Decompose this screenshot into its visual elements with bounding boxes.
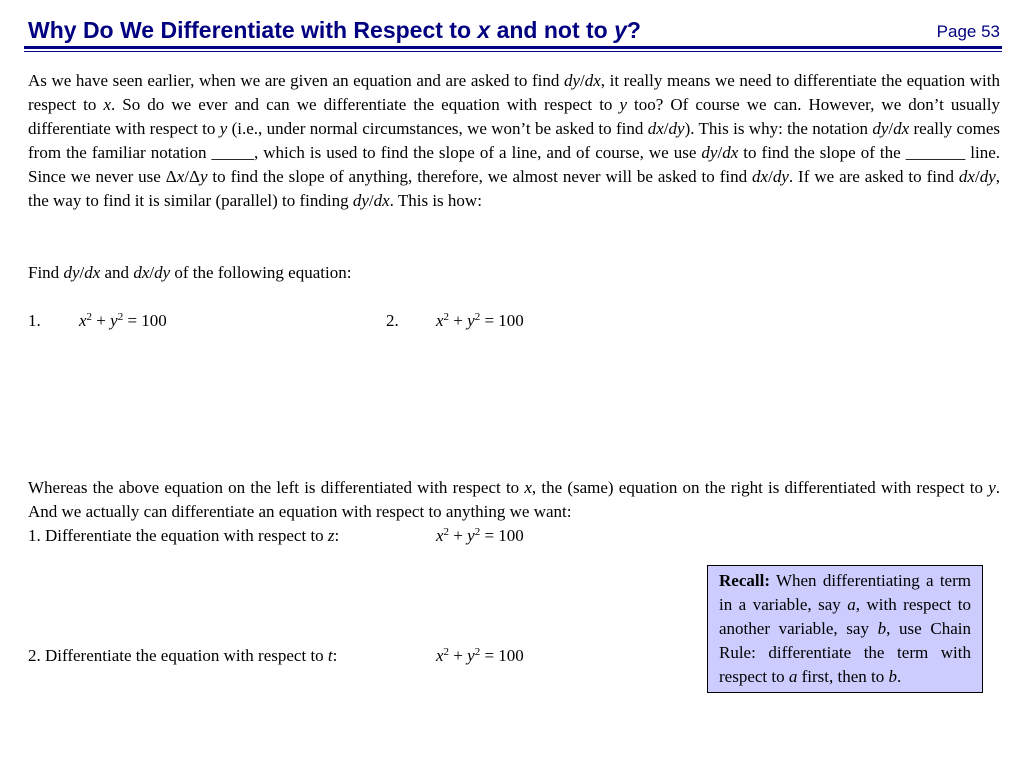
text-fragment: y bbox=[988, 478, 996, 497]
text-fragment: 2. Differentiate the equation with respect to bbox=[28, 646, 328, 665]
title-var-x: x bbox=[477, 17, 491, 43]
text-fragment: 2 bbox=[474, 526, 481, 538]
text-fragment: Δ bbox=[165, 167, 177, 186]
text-fragment: Find bbox=[28, 263, 64, 282]
text-fragment: : bbox=[332, 646, 338, 665]
text-fragment: , with respect to another variable, say bbox=[719, 595, 971, 638]
text-fragment: 2 bbox=[86, 311, 93, 323]
text-fragment: / bbox=[717, 143, 723, 162]
title-var-y: y bbox=[614, 17, 627, 43]
text-fragment: dy bbox=[772, 167, 789, 186]
text-fragment: . bbox=[897, 667, 902, 686]
task-2-equation bbox=[436, 644, 524, 668]
text-fragment: x bbox=[436, 646, 444, 665]
text-fragment: a bbox=[847, 595, 856, 614]
problem-2-equation bbox=[436, 309, 524, 333]
text-fragment: really comes from the familiar notation _____, which is used to find the slope of a line, and of course, we use bbox=[28, 119, 1000, 162]
text-fragment: first, then to bbox=[797, 667, 889, 686]
text-fragment: / bbox=[184, 167, 189, 186]
text-fragment: / bbox=[663, 119, 669, 138]
title-rule-thin bbox=[24, 51, 1002, 52]
text-fragment: 2 bbox=[443, 526, 450, 538]
text-fragment: y bbox=[110, 311, 118, 330]
text-fragment: x bbox=[436, 311, 444, 330]
text-fragment: x bbox=[176, 167, 185, 186]
text-fragment: dx bbox=[584, 71, 601, 90]
text-fragment: . And we actually can differentiate an equation with respect to anything we want: bbox=[28, 478, 1000, 521]
text-fragment: , it really means we need to differentiate the equation with respect to bbox=[28, 71, 1000, 114]
text-fragment: ). This is why: the notation bbox=[684, 119, 873, 138]
find-instruction bbox=[28, 261, 351, 285]
text-fragment: 2 bbox=[443, 311, 450, 323]
text-fragment: : bbox=[334, 526, 340, 545]
text-fragment: Δ bbox=[189, 167, 200, 186]
text-fragment: / bbox=[768, 167, 773, 186]
task-1-equation bbox=[436, 524, 524, 548]
text-fragment: dx bbox=[84, 263, 101, 282]
text-fragment: x bbox=[79, 311, 87, 330]
text-fragment: b bbox=[888, 667, 897, 686]
text-fragment: 2 bbox=[117, 311, 124, 323]
text-fragment: dy bbox=[63, 263, 80, 282]
text-fragment: , the way to find it is similar (parallel) to finding bbox=[28, 167, 1000, 210]
text-fragment: x bbox=[524, 478, 532, 497]
text-fragment: = 100 bbox=[123, 311, 167, 330]
text-fragment: . This is how: bbox=[389, 191, 482, 210]
text-fragment: As we have seen earlier, when we are given an equation and are asked to find bbox=[28, 71, 564, 90]
page-number: Page 53 bbox=[936, 22, 1000, 41]
text-fragment: / bbox=[368, 191, 374, 210]
text-fragment: to find the slope of anything, therefore, we almost never will be asked to find bbox=[207, 167, 753, 186]
text-fragment: dx bbox=[893, 119, 910, 138]
text-fragment: x bbox=[103, 95, 111, 114]
text-fragment: (i.e., under normal circumstances, we won’t be asked to find bbox=[227, 119, 648, 138]
text-fragment: dx bbox=[133, 263, 150, 282]
text-fragment: , the (same) equation on the right is differentiated with respect to bbox=[531, 478, 989, 497]
text-fragment: dx bbox=[647, 119, 664, 138]
text-fragment: dy bbox=[563, 71, 580, 90]
text-fragment: 1. Differentiate the equation with respect to bbox=[28, 526, 328, 545]
text-fragment: dx bbox=[722, 143, 739, 162]
text-fragment: = 100 bbox=[480, 311, 524, 330]
text-fragment: y bbox=[467, 646, 475, 665]
text-fragment: . So do we ever and can we differentiate the equation with respect to bbox=[111, 95, 620, 114]
text-fragment: y bbox=[467, 526, 475, 545]
text-fragment: too? Of course we can. However, we don’t usually differentiate with respect to bbox=[28, 95, 1001, 138]
text-fragment: When differentiating a term in a variable, say bbox=[719, 571, 971, 614]
problem-1-number: 1. bbox=[28, 311, 41, 330]
text-fragment: y bbox=[199, 167, 208, 186]
text-fragment: and bbox=[100, 263, 134, 282]
text-fragment: a bbox=[788, 667, 798, 686]
text-fragment: y bbox=[219, 119, 228, 138]
text-fragment: / bbox=[79, 263, 85, 282]
whereas-paragraph bbox=[28, 476, 1000, 524]
text-fragment: y bbox=[467, 311, 475, 330]
task-1-label bbox=[28, 524, 339, 548]
text-fragment: , use Chain Rule: differentiate the term with respect to bbox=[719, 619, 971, 686]
text-fragment: . If we are asked to find bbox=[788, 167, 959, 186]
title-text: and not to bbox=[490, 17, 615, 43]
text-fragment: = 100 bbox=[480, 526, 524, 545]
text-fragment: dy bbox=[352, 191, 369, 210]
intro-paragraph bbox=[28, 69, 1000, 213]
text-fragment: dy bbox=[979, 167, 996, 186]
text-fragment: + bbox=[449, 646, 468, 665]
problem-1-equation bbox=[79, 309, 167, 333]
text-fragment: dy bbox=[668, 119, 685, 138]
text-fragment: 2 bbox=[474, 646, 481, 658]
text-fragment: / bbox=[579, 71, 585, 90]
text-fragment: dy bbox=[701, 143, 718, 162]
recall-box bbox=[707, 565, 983, 693]
text-fragment: z bbox=[327, 526, 335, 545]
text-fragment: x bbox=[436, 526, 444, 545]
text-fragment: y bbox=[619, 95, 628, 114]
text-fragment: 2 bbox=[443, 646, 450, 658]
text-fragment: t bbox=[327, 646, 333, 665]
text-fragment: b bbox=[877, 619, 887, 638]
title-text: ? bbox=[626, 17, 641, 43]
text-fragment: dx bbox=[752, 167, 769, 186]
text-fragment: + bbox=[92, 311, 111, 330]
text-fragment: + bbox=[449, 526, 468, 545]
text-fragment: dy bbox=[154, 263, 171, 282]
text-fragment: dx bbox=[373, 191, 390, 210]
text-fragment: / bbox=[888, 119, 894, 138]
text-fragment: to find the slope of the _______ line. Since we never use bbox=[28, 143, 1000, 186]
problem-2-number: 2. bbox=[386, 311, 399, 330]
recall-label: Recall: bbox=[719, 571, 770, 590]
task-2-label bbox=[28, 644, 337, 668]
text-fragment: of the following equation: bbox=[170, 263, 352, 282]
title-rule-thick bbox=[24, 46, 1002, 49]
page-title bbox=[28, 17, 641, 44]
text-fragment: 2 bbox=[474, 311, 481, 323]
text-fragment: Whereas the above equation on the left is differentiated with respect to bbox=[28, 478, 525, 497]
text-fragment: / bbox=[149, 263, 155, 282]
text-fragment: dx bbox=[958, 167, 975, 186]
title-text: Why Do We Differentiate with Respect to bbox=[28, 17, 478, 43]
text-fragment: / bbox=[974, 167, 980, 186]
text-fragment: dy bbox=[872, 119, 889, 138]
text-fragment: = 100 bbox=[480, 646, 524, 665]
text-fragment: + bbox=[449, 311, 468, 330]
